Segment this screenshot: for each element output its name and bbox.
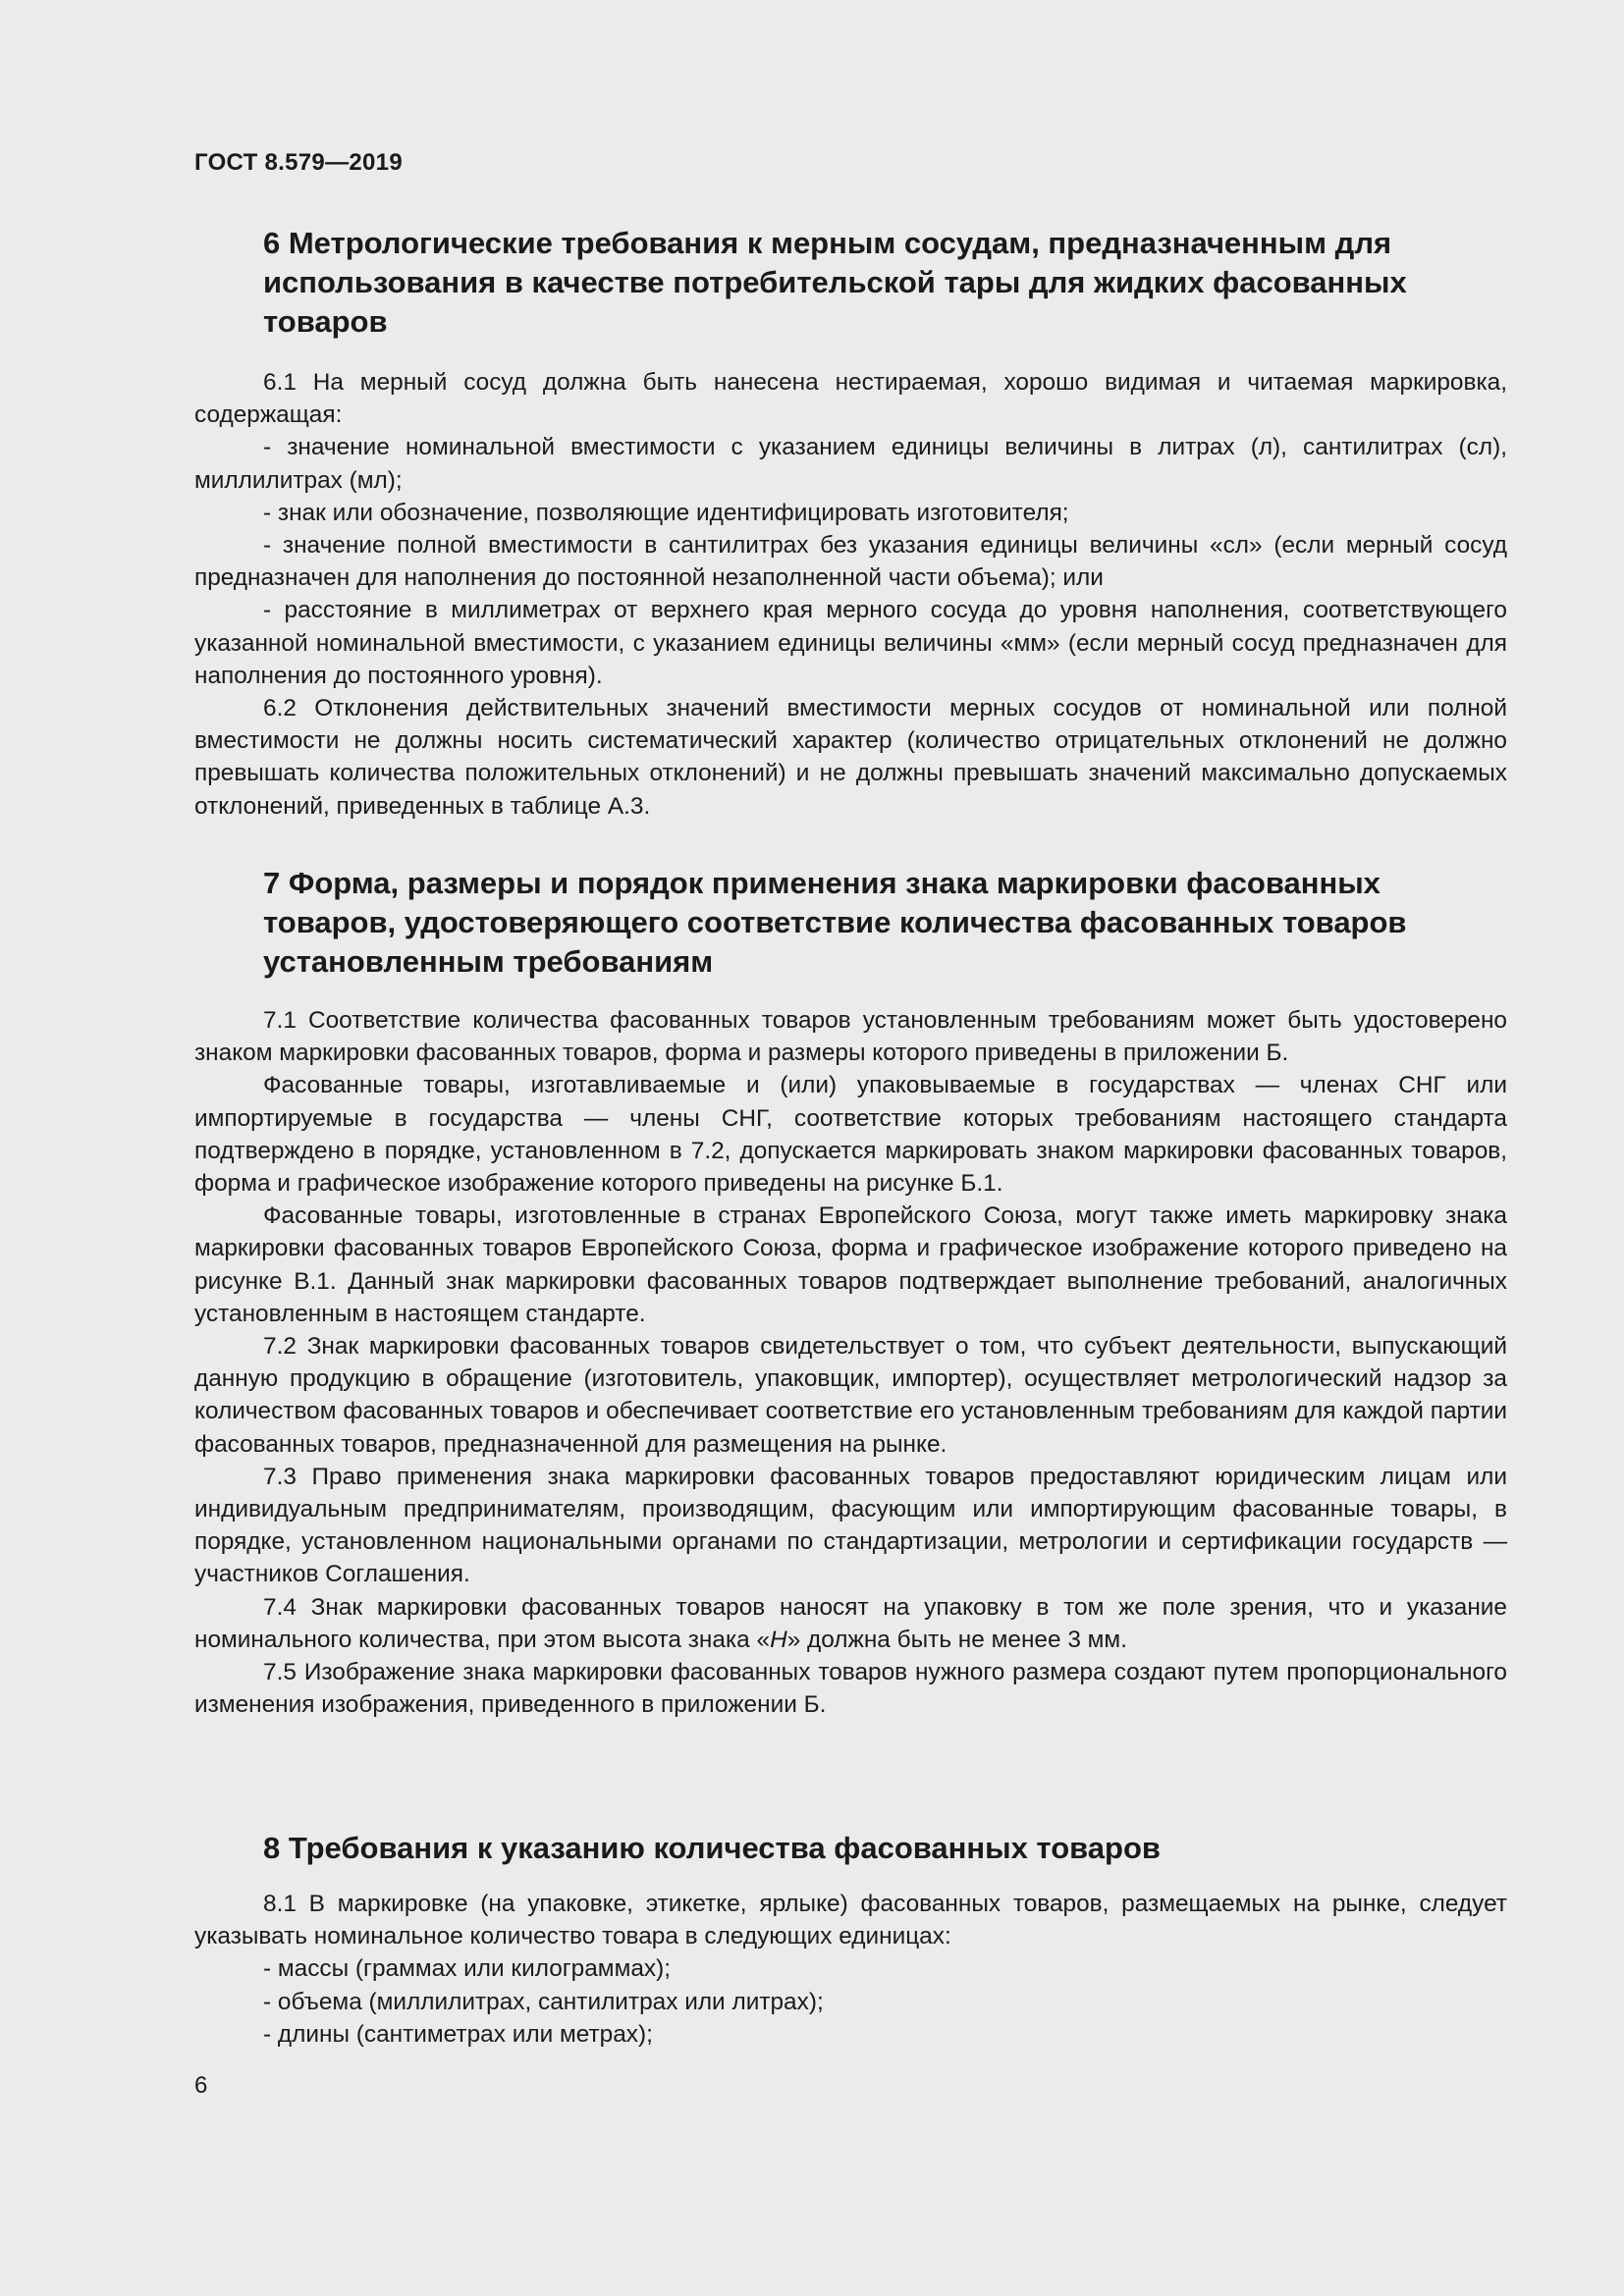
paragraph-8-1: 8.1 В маркировке (на упаковке, этикетке, ярлыке) фасованных товаров, размещаемых на рынке, следует указывать номинальное количество товара в следующих единицах:: [194, 1891, 1507, 1950]
section-6-body: [194, 366, 1507, 823]
paragraph-7-2: 7.2 Знак маркировки фасованных товаров свидетельствует о том, что субъект деятельности, выпускающий данную продукцию в обращение (изготовитель, упаковщик, импортер), осуществляет метрологический надзор за количеством фасованных товаров и обеспечивает соответствие его установленным требованиям для каждой партии фасованных товаров, предназначенной для размещения на рынке.: [194, 1333, 1507, 1458]
list-item-volume: - объема (миллилитрах, сантилитрах или литрах);: [263, 1988, 824, 2015]
section-7-body: [194, 1004, 1507, 1721]
paragraph-7-4: [194, 1591, 1507, 1656]
section-6-title: 6 Метрологические требования к мерным сосудам, предназначенным для использования в качестве потребительской тары для жидких фасованных товаров: [263, 226, 1407, 339]
list-item-full-capacity: - значение полной вместимости в сантилитрах без указания единицы величины «сл» (если мерный сосуд предназначен для наполнения до постоянной незаполненной части объема); или: [194, 532, 1507, 592]
list-item-fill-distance: - расстояние в миллиметрах от верхнего края мерного сосуда до уровня наполнения, соответствующего указанной номинальной вместимости, с указанием единицы величины «мм» (если мерный сосуд предназначен для наполнения до постоянного уровня).: [194, 597, 1507, 689]
page-number: 6: [194, 2072, 208, 2099]
paragraph-eu-goods: Фасованные товары, изготовленные в странах Европейского Союза, могут также иметь маркировку знака маркировки фасованных товаров Европейского Союза, форма и графическое изображение которого приведено на рисунке В.1. Данный знак маркировки фасованных товаров подтверждает выполнение требований, аналогичных установленным в настоящем стандарте.: [194, 1202, 1507, 1327]
paragraph-7-1: 7.1 Соответствие количества фасованных товаров установленным требованиям может быть удостоверено знаком маркировки фасованных товаров, форма и размеры которого приведены в приложении Б.: [194, 1007, 1507, 1067]
paragraph-7-5: 7.5 Изображение знака маркировки фасованных товаров нужного размера создают путем пропорционального изменения изображения, приведенного в приложении Б.: [194, 1659, 1507, 1719]
list-item-manufacturer-mark: - знак или обозначение, позволяющие идентифицировать изготовителя;: [263, 499, 1069, 526]
list-item-length: - длины (сантиметрах или метрах);: [263, 2020, 653, 2048]
list-item-nominal-capacity: - значение номинальной вместимости с указанием единицы величины в литрах (л), сантилитрах (сл), миллилитрах (мл);: [194, 434, 1507, 494]
paragraph-6-2: 6.2 Отклонения действительных значений вместимости мерных сосудов от номинальной или полной вместимости не должны носить систематический характер (количество отрицательных отклонений не должно превышать количества положительных отклонений) и не должны превышать значений максимально допускаемых отклонений, приведенных в таблице А.3.: [194, 695, 1507, 820]
section-8-body: [194, 1888, 1507, 2051]
paragraph-7-4-end: » должна быть не менее 3 мм.: [786, 1626, 1127, 1653]
paragraph-cis-goods: Фасованные товары, изготавливаемые и (или) упаковываемые в государствах — членах СНГ или импортируемые в государства — члены СНГ, соответствие которых требованиям настоящего стандарта подтверждено в порядке, установленном в 7.2, допускается маркировать знаком маркировки фасованных товаров, форма и графическое изображение которого приведены на рисунке Б.1.: [194, 1072, 1507, 1198]
paragraph-7-4-symbol: Н: [770, 1626, 787, 1653]
paragraph-6-1: 6.1 На мерный сосуд должна быть нанесена нестираемая, хорошо видимая и читаемая маркировка, содержащая:: [194, 369, 1507, 429]
section-8-title: 8 Требования к указанию количества фасованных товаров: [263, 1831, 1161, 1865]
document-header: ГОСТ 8.579—2019: [194, 149, 403, 176]
paragraph-7-3: 7.3 Право применения знака маркировки фасованных товаров предоставляют юридическим лицам или индивидуальным предпринимателям, производящим, фасующим или импортирующим фасованные товары, в порядке, установленном национальными органами по стандартизации, метрологии и сертификации государств — участников Соглашения.: [194, 1463, 1507, 1588]
section-7-title: 7 Форма, размеры и порядок применения знака маркировки фасованных товаров, удостоверяющего соответствие количества фасованных товаров установленным требованиям: [263, 866, 1407, 979]
paragraph-7-4-start: 7.4 Знак маркировки фасованных товаров наносят на упаковку в том же поле зрения, что и указание номинального количества, при этом высота знака «: [194, 1593, 1507, 1653]
list-item-mass: - массы (граммах или килограммах);: [263, 1955, 671, 1983]
